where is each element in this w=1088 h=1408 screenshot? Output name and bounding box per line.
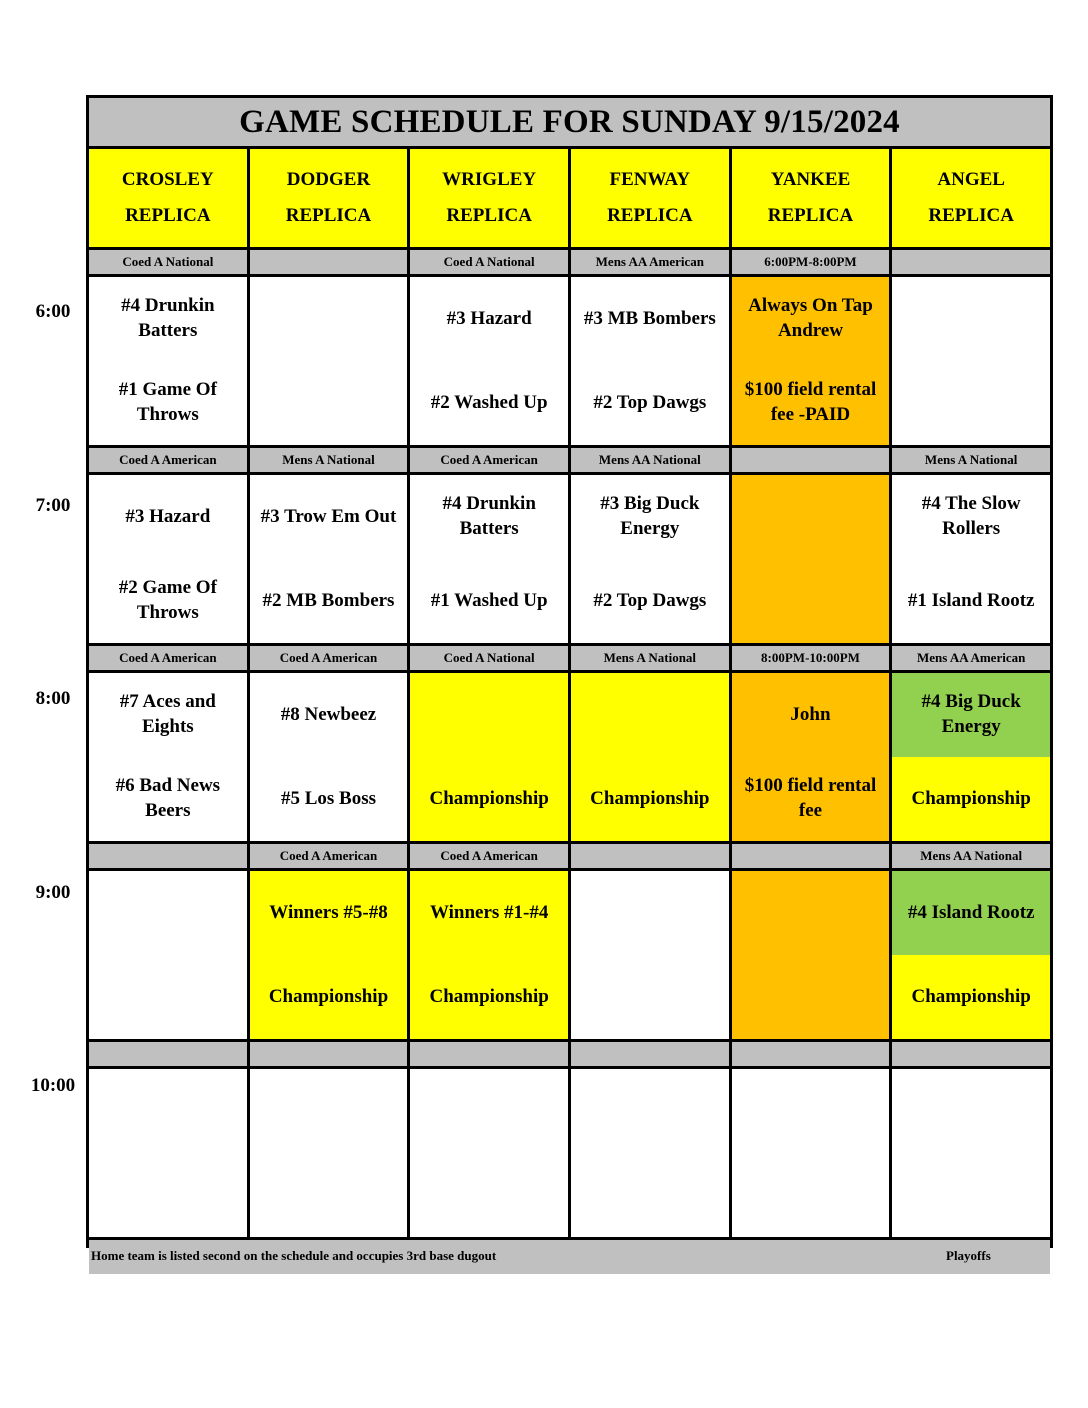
game-slot: [89, 475, 247, 643]
field-header-yankee: [732, 149, 890, 247]
game-slot: [410, 1069, 568, 1237]
home-team: [250, 361, 408, 445]
home-team: #5 Los Boss: [280, 787, 376, 809]
division-label: Coed A National: [410, 646, 568, 670]
time-label-10: 10:00: [30, 1075, 76, 1096]
rental-slot: [732, 871, 890, 1039]
game-slot: [892, 475, 1050, 643]
game-slot: [571, 1069, 729, 1237]
championship-slot: [410, 871, 568, 1039]
division-label: [892, 250, 1050, 274]
championship-label: Championship: [590, 787, 710, 809]
division-label: Coed A National: [410, 250, 568, 274]
rental-fee: [732, 955, 890, 1039]
field-sub: REPLICA: [125, 205, 211, 226]
game-slot: [732, 1069, 890, 1237]
game-slot: [892, 277, 1050, 445]
away-team: #3 Trow Em Out: [260, 505, 397, 527]
game-slot: [250, 673, 408, 841]
away-team: [250, 277, 408, 361]
division-label: [250, 1042, 408, 1066]
away-team: Winners #5-#8: [269, 901, 388, 923]
away-team: [571, 871, 729, 955]
field-sub: REPLICA: [446, 205, 532, 226]
home-team: #1 Game Of Throws: [118, 379, 217, 425]
game-slot: [250, 1069, 408, 1237]
away-team: [892, 277, 1050, 361]
division-label: [410, 1042, 568, 1066]
championship-slot: [892, 871, 1050, 1039]
division-label: Coed A American: [410, 448, 568, 472]
division-label: Coed A American: [250, 844, 408, 868]
time-label-9: 9:00: [35, 882, 71, 903]
home-team: #2 Top Dawgs: [593, 391, 707, 413]
division-label: Mens AA American: [571, 250, 729, 274]
away-team: #4 Drunkin Batters: [442, 493, 536, 539]
away-team: Winners #1-#4: [429, 901, 549, 923]
playoffs-label: Playoffs: [946, 1248, 991, 1263]
championship-slot: [571, 673, 729, 841]
rental-fee: $100 field rental fee: [744, 775, 877, 821]
division-label: Mens AA National: [571, 448, 729, 472]
field-header-wrigley: [410, 149, 568, 247]
time-label-7: 7:00: [35, 495, 71, 516]
game-slot: [571, 277, 729, 445]
away-team: [892, 1069, 1050, 1153]
home-team: #6 Bad News Beers: [115, 775, 221, 821]
rental-slot: [732, 673, 890, 841]
division-label: [89, 1042, 247, 1066]
division-label: [571, 1042, 729, 1066]
field-header-crosley: [89, 149, 247, 247]
home-team: [89, 955, 247, 1039]
game-slot: [410, 277, 568, 445]
away-team: [410, 1069, 568, 1153]
away-team: [571, 673, 729, 757]
home-team: [571, 1153, 729, 1237]
field-name: FENWAY: [609, 169, 691, 190]
away-team: #4 The Slow Rollers: [921, 493, 1021, 539]
division-label: [732, 844, 890, 868]
home-team: [410, 1153, 568, 1237]
division-label: Mens A National: [892, 448, 1050, 472]
rental-name: [732, 871, 890, 955]
schedule-table: [86, 95, 1053, 1263]
away-team: [410, 673, 568, 757]
field-sub: REPLICA: [928, 205, 1014, 226]
away-team: [89, 871, 247, 955]
division-label: Mens A National: [250, 448, 408, 472]
division-label: Mens A National: [571, 646, 729, 670]
home-team: [571, 955, 729, 1039]
division-label: [732, 448, 890, 472]
division-label: Coed A American: [250, 646, 408, 670]
home-team: #2 MB Bombers: [262, 589, 395, 611]
division-label: [89, 844, 247, 868]
rental-slot: [732, 277, 890, 445]
rental-name: Always On Tap Andrew: [748, 295, 873, 341]
field-header-dodger: [250, 149, 408, 247]
division-label: Coed A American: [89, 646, 247, 670]
field-name: WRIGLEY: [442, 169, 537, 190]
home-team: [892, 361, 1050, 445]
game-slot: [89, 277, 247, 445]
home-team: #1 Island Rootz: [907, 589, 1035, 611]
away-team: [571, 1069, 729, 1153]
rental-fee: [732, 559, 890, 643]
field-name: CROSLEY: [121, 169, 214, 190]
away-team: [732, 1069, 890, 1153]
division-label: Coed A American: [89, 448, 247, 472]
field-sub: REPLICA: [607, 205, 693, 226]
championship-label: Championship: [892, 955, 1050, 1039]
home-team: #2 Game Of Throws: [118, 577, 217, 623]
home-team-note: Home team is listed second on the schedule and occupies 3rd base dugout: [91, 1248, 497, 1263]
game-slot: [89, 1069, 247, 1237]
home-team: [250, 1153, 408, 1237]
home-team: [732, 1153, 890, 1237]
away-team: #4 Drunkin Batters: [121, 295, 215, 341]
division-label: [892, 1042, 1050, 1066]
home-team: #2 Washed Up: [430, 391, 548, 413]
away-team: #7 Aces and Eights: [119, 691, 216, 737]
home-team: #1 Washed Up: [430, 589, 548, 611]
championship-slot: [892, 673, 1050, 841]
rental-name: John: [790, 703, 831, 725]
away-team: #3 Big Duck Energy: [600, 493, 700, 539]
time-label-6: 6:00: [35, 301, 71, 322]
division-label: [250, 250, 408, 274]
rental-time-label: 6:00PM-8:00PM: [732, 250, 890, 274]
championship-label: Championship: [429, 787, 549, 809]
field-sub: REPLICA: [285, 205, 372, 226]
championship-label: Championship: [892, 757, 1050, 841]
game-slot: [571, 475, 729, 643]
game-slot: [571, 871, 729, 1039]
field-header-angel: [892, 149, 1050, 247]
home-team: [892, 1153, 1050, 1237]
game-slot: [89, 871, 247, 1039]
division-label: [732, 1042, 890, 1066]
time-label-8: 8:00: [35, 688, 71, 709]
championship-slot: [410, 673, 568, 841]
rental-fee: $100 field rental fee -PAID: [744, 379, 877, 425]
game-slot: [410, 475, 568, 643]
away-team: #3 MB Bombers: [583, 307, 716, 329]
championship-label: Championship: [268, 985, 389, 1007]
game-slot: [89, 673, 247, 841]
game-slot: [250, 277, 408, 445]
division-label: Mens AA National: [892, 844, 1050, 868]
schedule-title: GAME SCHEDULE FOR SUNDAY 9/15/2024: [89, 98, 1050, 146]
away-team: #4 Island Rootz: [892, 871, 1050, 955]
championship-label: Championship: [429, 985, 549, 1007]
field-name: ANGEL: [937, 169, 1005, 190]
division-label: Coed A National: [89, 250, 247, 274]
field-name: DODGER: [286, 169, 371, 190]
championship-slot: [250, 871, 408, 1039]
away-team: #8 Newbeez: [280, 703, 377, 725]
away-team: [250, 1069, 408, 1153]
away-team: #3 Hazard: [125, 505, 211, 527]
rental-slot: [732, 475, 890, 643]
rental-name: [732, 475, 890, 559]
rental-time-label: 8:00PM-10:00PM: [732, 646, 890, 670]
game-slot: [250, 475, 408, 643]
footer-note-bar: [89, 1240, 1050, 1274]
division-label: Coed A American: [410, 844, 568, 868]
division-label: Mens AA American: [892, 646, 1050, 670]
division-label: [571, 844, 729, 868]
away-team: #3 Hazard: [446, 307, 532, 329]
away-team: #4 Big Duck Energy: [892, 673, 1050, 757]
field-header-fenway: [571, 149, 729, 247]
home-team: [89, 1153, 247, 1237]
away-team: [89, 1069, 247, 1153]
field-sub: REPLICA: [767, 205, 854, 226]
field-name: YANKEE: [770, 169, 851, 190]
game-slot: [892, 1069, 1050, 1237]
home-team: #2 Top Dawgs: [593, 589, 707, 611]
